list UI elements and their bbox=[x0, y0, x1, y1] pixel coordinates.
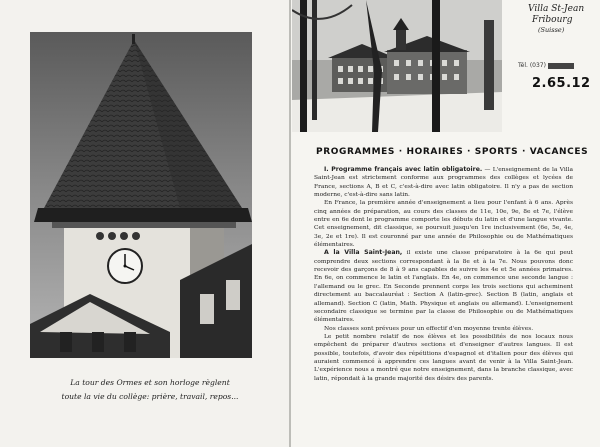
paragraph-5: Le petit nombre relatif de nos élèves et les possibilités de nos locaux nous empêchent de préparer d'autres sections et d'enseigner d'autres langues. Il est possible, toutefois, d'avoir des répétitions d'espagnol et d'italien pour des élèves qui auraient commencé à apprendre ces langues avant de venir à la Villa Saint-Jean. L'expérience nous a montré que notre enseignement, dans la branche classique, avec latin, répondait à la grande majorité des désirs des parents. bbox=[314, 333, 573, 382]
clock-tower-photo bbox=[30, 32, 252, 358]
paragraph-1 bbox=[314, 166, 573, 199]
struck-out-prefix bbox=[548, 63, 574, 69]
body-text bbox=[314, 166, 573, 383]
paragraph-2: En France, la première année d'enseignement a lieu pour l'enfant à 6 ans. Après cinq années de préparation, au cours des classes de 11e, 10e, 9e, 8e et 7e, l'élève entre en 6e dont le programme comporte les débuts du latin et d'une langue vivante. Cet enseignement, dit classique, se poursuit jusqu'en 1re inclusivement (6e, 5e, 4e, 3e, 2e et 1re). Il est couronné par une année de Philosophie ou de Mathématiques élémentaires. bbox=[314, 200, 573, 249]
paragraph-3-body: il existe une classe préparatoire à la 6e qui peut comprendre deux sections correspondant à la 8e et à la 7e. Nous pouvons donc recevoir des garçons de 8 à 9 ans capables de suivre les 4e et 5e années primaires. En 6e, on commence le latin et l'anglais. En 4e, on commence une seconde langue : l'allemand ou le grec. En Seconde prennent corps les trois sections qui acheminent directement au baccalauréat : Section A (latin-grec). Section B (latin, anglais et allemand). Section C (latin, Math. Physique et anglais ou allemand). L'enseignement secondaire classique se termine par la classe de Philosophie ou de Mathématiques élémentaires. bbox=[314, 250, 573, 324]
phone-number: 2.65.12 bbox=[532, 76, 591, 91]
photo-caption bbox=[40, 376, 260, 404]
school-name: Villa St-Jean bbox=[528, 4, 585, 14]
section-heading: PROGRAMMES · HORAIRES · SPORTS · VACANCES bbox=[316, 147, 589, 157]
paragraph-4: Nos classes sont prévues pour un effectif d'en moyenne trente élèves. bbox=[324, 325, 534, 332]
paragraph-1-body: — L'enseignement de la Villa Saint-Jean est strictement conforme aux programmes des collèges et lycées de France, sections A, B et C, c'est-à-dire avec latin obligatoire. Il n'y a pas de section moderne, c'est-à-dire sans latin. bbox=[314, 167, 573, 199]
city: Fribourg bbox=[532, 15, 573, 25]
school-address bbox=[514, 4, 600, 91]
country: (Suisse) bbox=[538, 26, 565, 34]
telephone bbox=[518, 62, 600, 69]
tel-label: Tél. (037) bbox=[518, 62, 546, 69]
school-building-photo bbox=[292, 0, 502, 132]
caption-line-1: La tour des Ormes et son horloge règlent bbox=[70, 378, 230, 387]
paragraph-3-title: A la Villa Saint-Jean, bbox=[324, 249, 403, 257]
page-fold bbox=[289, 0, 291, 447]
paragraph-3 bbox=[314, 249, 573, 324]
caption-line-2: toute la vie du collège: prière, travail, repos... bbox=[61, 392, 239, 401]
paragraph-1-title: I. Programme français avec latin obligatoire. bbox=[324, 166, 483, 173]
